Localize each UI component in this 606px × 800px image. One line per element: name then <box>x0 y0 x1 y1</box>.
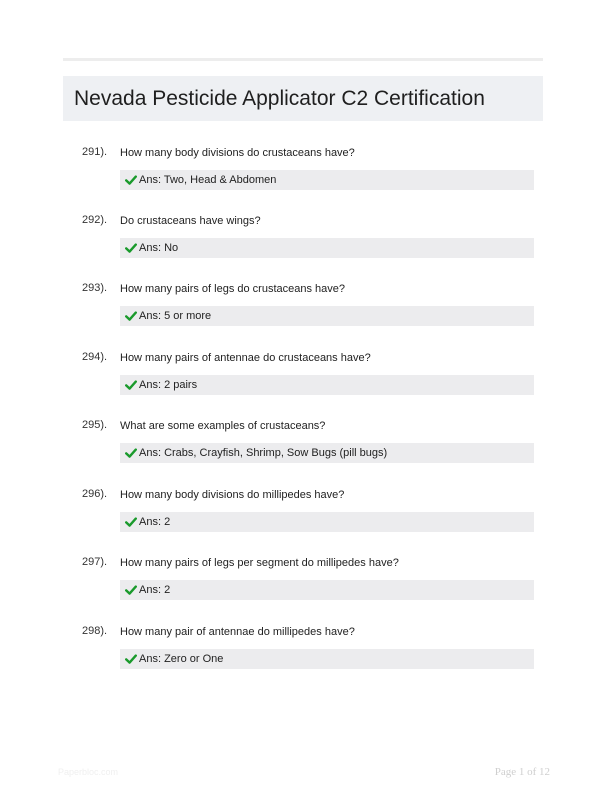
checkmark-icon <box>125 174 137 186</box>
question-text: How many body divisions do millipedes have? <box>120 489 345 501</box>
top-divider <box>63 58 543 61</box>
question-text: How many pair of antennae do millipedes have? <box>120 626 355 638</box>
question-text: How many body divisions do crustaceans have? <box>120 147 355 159</box>
question-number: 296). <box>82 488 108 500</box>
footer-watermark: Paperbloc.com <box>58 767 119 777</box>
checkmark-icon <box>125 379 137 391</box>
qa-item <box>0 213 606 273</box>
question-number: 293). <box>82 282 108 294</box>
qa-item <box>0 624 606 684</box>
answer-text: Ans: 2 <box>139 584 171 596</box>
answer-text: Ans: Crabs, Crayfish, Shrimp, Sow Bugs (pill bugs) <box>139 447 388 459</box>
qa-item <box>0 145 606 205</box>
checkmark-icon <box>125 516 137 528</box>
answer-box <box>120 306 534 326</box>
answer-box <box>120 238 534 258</box>
question-number: 298). <box>82 625 108 637</box>
qa-item <box>0 281 606 341</box>
question-text: How many pairs of legs per segment do millipedes have? <box>120 557 399 569</box>
answer-text: Ans: Zero or One <box>139 653 224 665</box>
question-number: 294). <box>82 351 108 363</box>
question-text: Do crustaceans have wings? <box>120 215 261 227</box>
question-text: What are some examples of crustaceans? <box>120 420 326 432</box>
checkmark-icon <box>125 310 137 322</box>
question-number: 291). <box>82 146 108 158</box>
answer-box <box>120 443 534 463</box>
answer-box <box>120 375 534 395</box>
answer-text: Ans: Two, Head & Abdomen <box>139 174 277 186</box>
question-number: 292). <box>82 214 108 226</box>
answer-box <box>120 580 534 600</box>
answer-box <box>120 512 534 532</box>
qa-item <box>0 418 606 478</box>
answer-text: Ans: 2 <box>139 516 171 528</box>
checkmark-icon <box>125 584 137 596</box>
answer-box <box>120 170 534 190</box>
checkmark-icon <box>125 242 137 254</box>
question-number: 297). <box>82 556 108 568</box>
answer-text: Ans: No <box>139 242 179 254</box>
answer-text: Ans: 2 pairs <box>139 379 198 391</box>
qa-item <box>0 487 606 547</box>
page-indicator: Page 1 of 12 <box>494 766 550 778</box>
question-text: How many pairs of legs do crustaceans have? <box>120 283 346 295</box>
qa-item <box>0 555 606 615</box>
checkmark-icon <box>125 653 137 665</box>
title-banner <box>63 76 543 121</box>
checkmark-icon <box>125 447 137 459</box>
question-number: 295). <box>82 419 108 431</box>
page-title: Nevada Pesticide Applicator C2 Certification <box>74 87 485 110</box>
answer-text: Ans: 5 or more <box>139 310 212 322</box>
answer-box <box>120 649 534 669</box>
question-text: How many pairs of antennae do crustaceans have? <box>120 352 371 364</box>
qa-item <box>0 350 606 410</box>
